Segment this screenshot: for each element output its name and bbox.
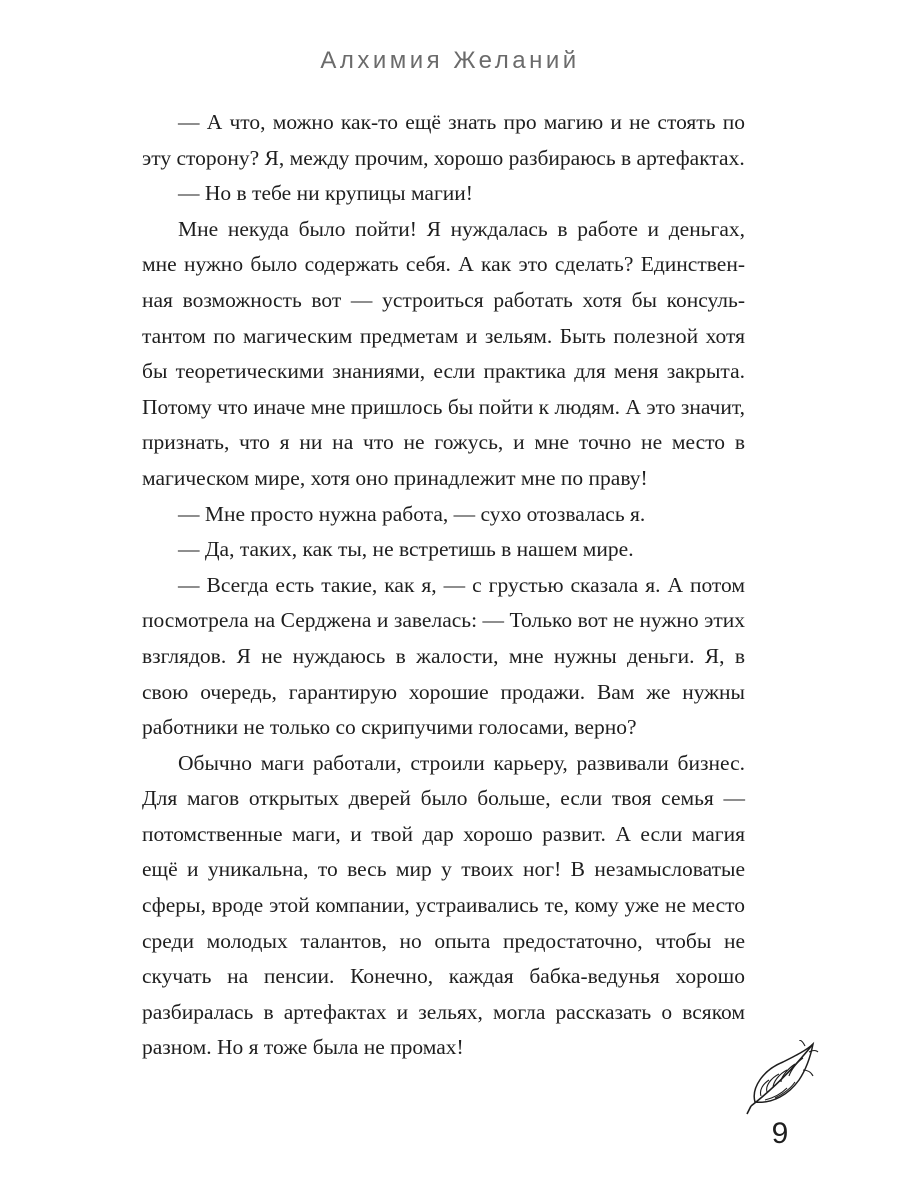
paragraph: Обычно маги работали, строили карьеру, развивали бизнес. Для магов открытых дверей было больше, если твоя семья — потомственные маги, и твой дар хорошо развит. А если магия ещё и уникальна, то весь мир у твоих ног! В незамысловатые сферы, вроде этой компании, устраивались те, кому уже не место среди молодых талантов, но опыта предостаточно, чтобы не скучать на пенсии. Конечно, каждая бабка-ведунья хорошо разбиралась в артефактах и зельях, могла рассказать о всяком разном. Но я тоже была не промах! [142, 750, 745, 1060]
paragraph: — Мне просто нужна работа, — сухо отозвалась я. [178, 501, 646, 526]
paragraph: — А что, можно как-то ещё знать про магию и не стоять по эту сторону? Я, между прочим, хорошо разбираюсь в артефактах. [142, 110, 745, 170]
feather-icon [745, 1040, 819, 1120]
paragraph: Мне некуда было пойти! Я нуждалась в работе и деньгах, мне нужно было содержать себя. А как это сделать? Единственная возможность вот — устроиться работать хотя бы консультантом по магическим предметам и зельям. Быть полезной хотя бы теоретическими знаниями, если практика для меня закрыта. Потому что иначе мне пришлось бы пойти к людям. А это значит, признать, что я ни на что не гожусь, и мне точно не место в магическом мире, хотя оно принадлежит мне по праву! [142, 216, 745, 490]
running-head-title: Алхимия Желаний [320, 47, 580, 74]
page-number: 9 [771, 1117, 789, 1150]
paragraph: — Но в тебе ни крупицы магии! [178, 181, 473, 206]
paragraph: — Да, таких, как ты, не встретишь в нашем мире. [178, 537, 634, 562]
paragraph: — Всегда есть такие, как я, — с грустью сказала я. А потом посмотрела на Серджена и завелась: — Только вот не нужно этих взглядов. Я не нуждаюсь в жалости, мне нужны деньги. Я, в свою очередь, гарантирую хорошие продажи. Вам же нужны работники не только со скрипучими голосами, верно? [142, 572, 745, 740]
body-text [142, 105, 745, 1066]
